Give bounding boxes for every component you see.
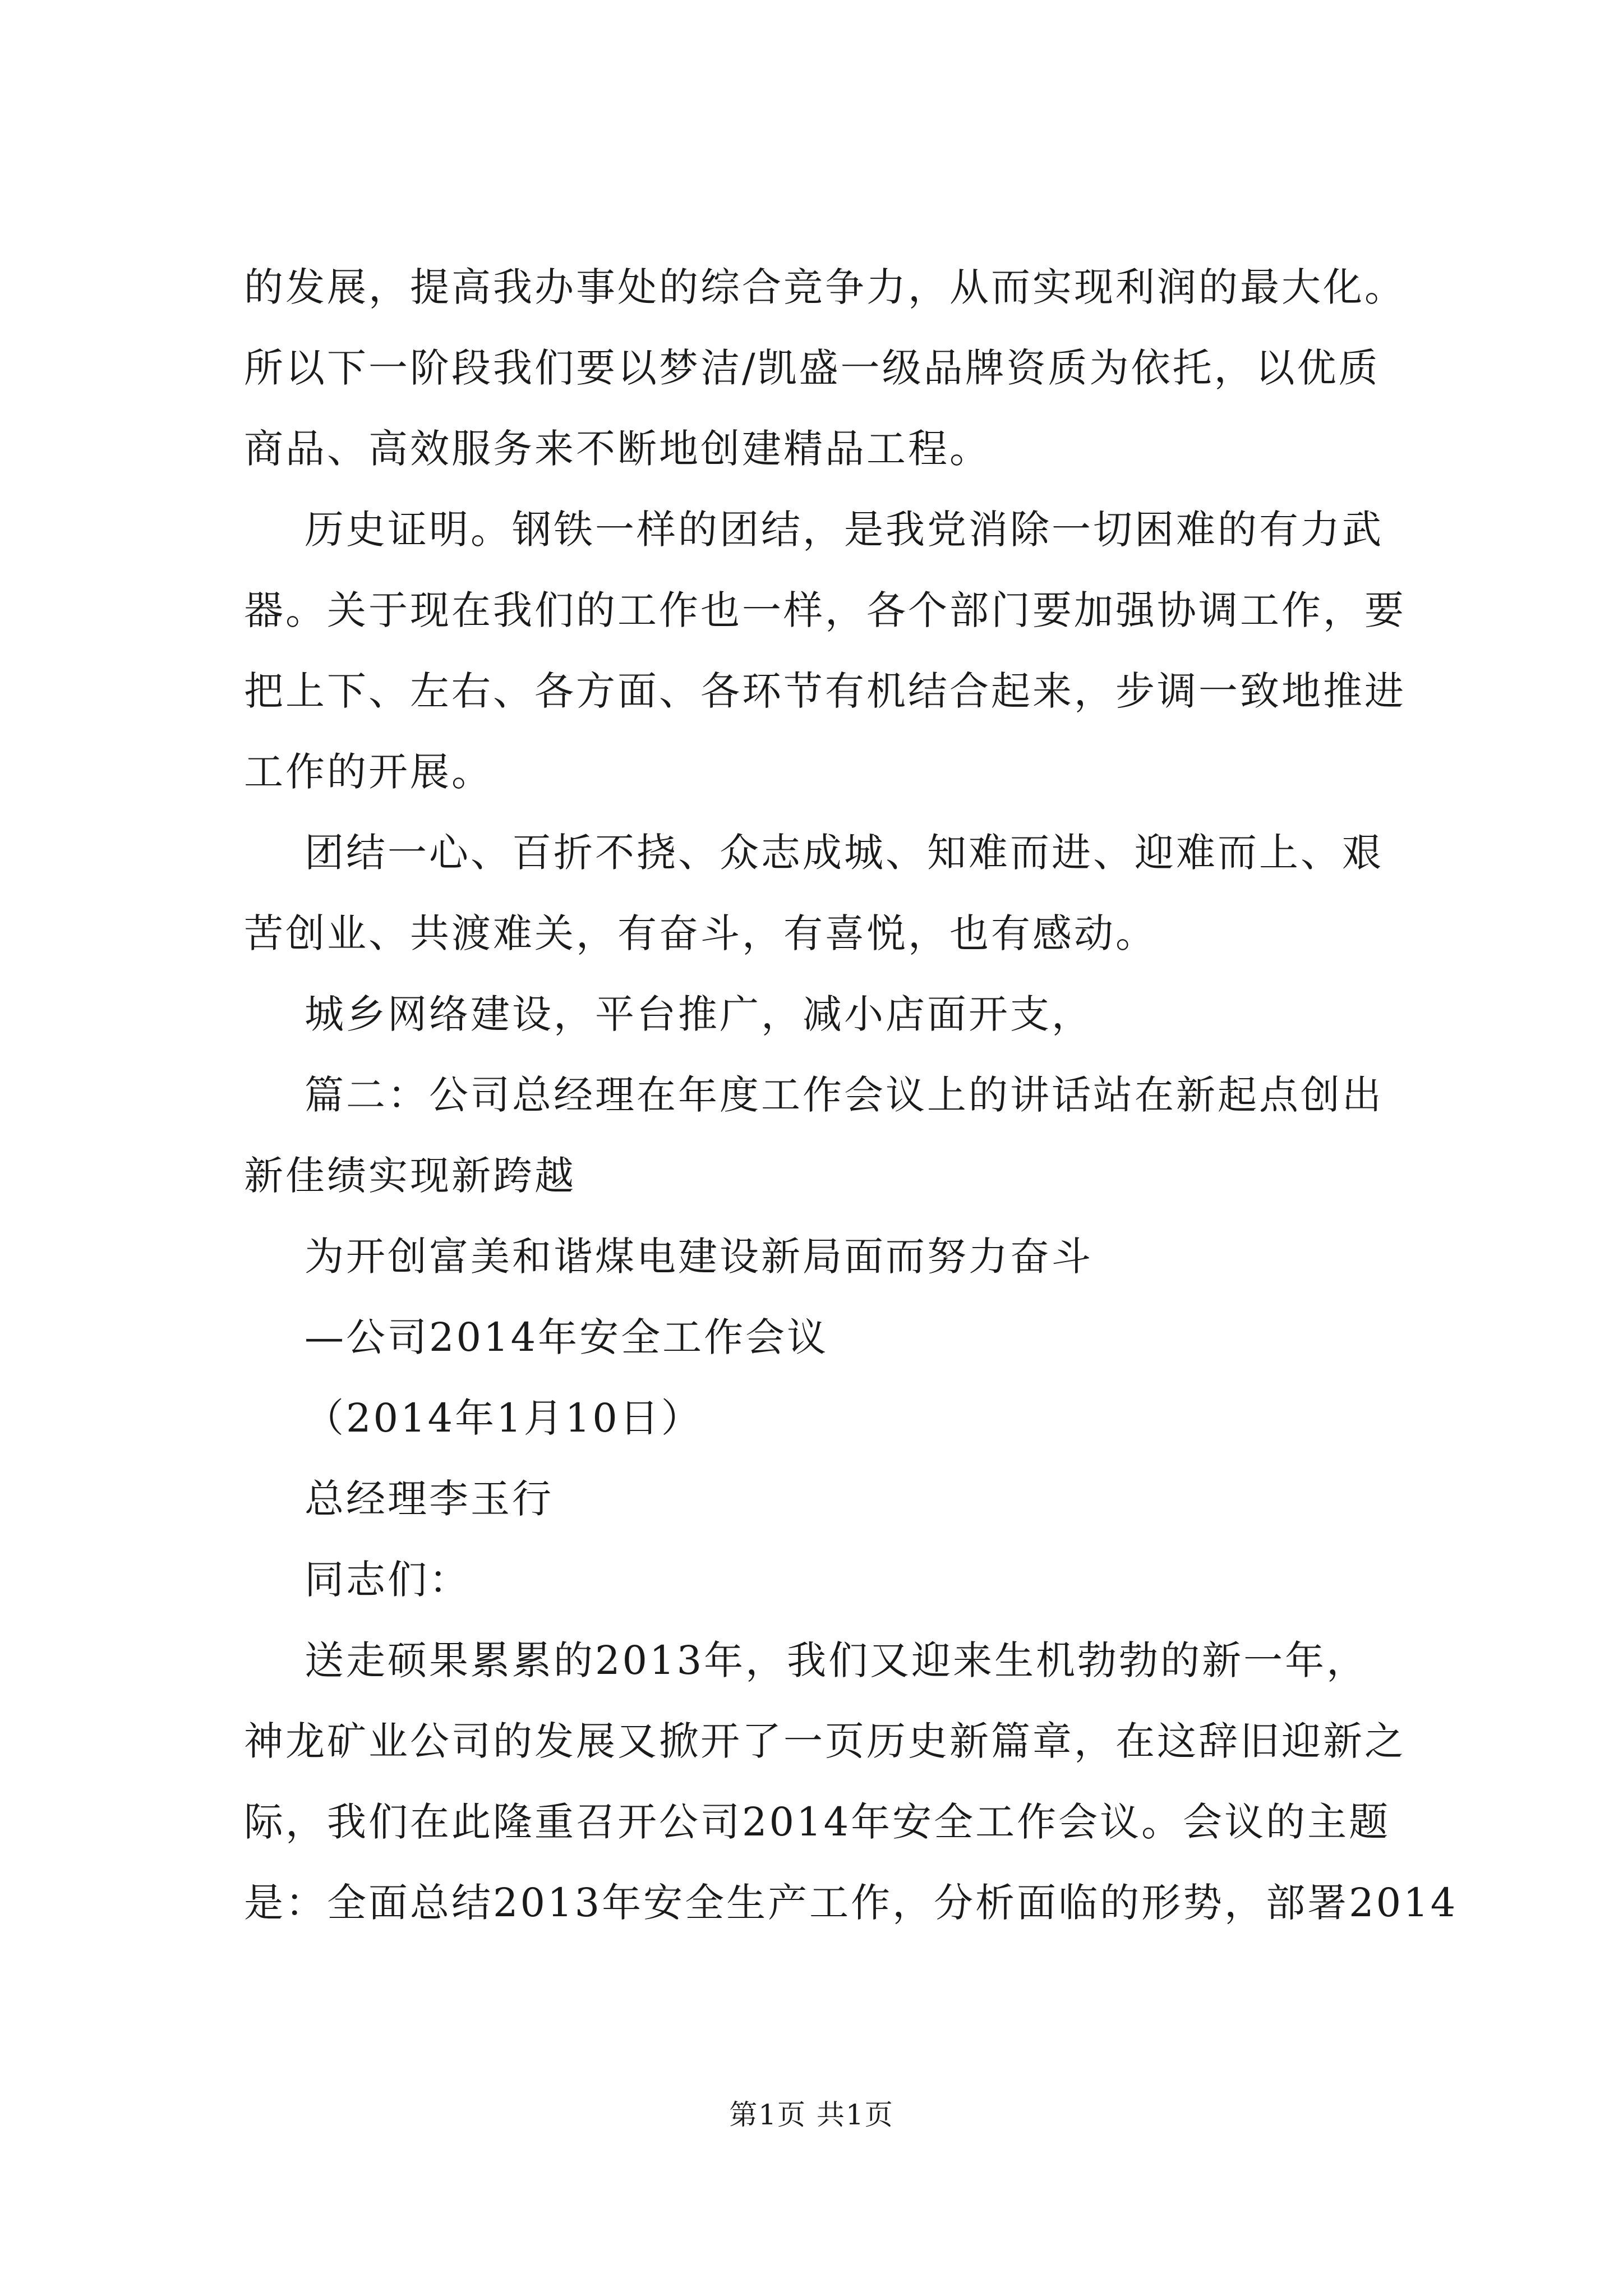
text-line: 际，我们在此隆重召开公司2014年安全工作会议。会议的主题 [244, 1799, 1391, 1845]
text-line: 的发展，提高我办事处的综合竞争力，从而实现利润的最大化。 [244, 264, 1406, 310]
page-footer [0, 2098, 1623, 2132]
page-number-label: 第1页 共1页 [729, 2099, 894, 2131]
text-line: 苦创业、共渡难关，有奋斗，有喜悦，也有感动。 [244, 910, 1157, 956]
speech-title: 为开创富美和谐煤电建设新局面而努力奋斗 [305, 1234, 1093, 1280]
text-line: 工作的开展。 [244, 749, 493, 795]
text-line: 商品、高效服务来不断地创建精品工程。 [244, 426, 991, 472]
text-line: 把上下、左右、各方面、各环节有机结合起来，步调一致地推进 [244, 668, 1406, 714]
text-line: 器。关于现在我们的工作也一样，各个部门要加强协调工作，要 [244, 587, 1406, 633]
paragraph-start-line: 团结一心、百折不挠、众志成城、知难而进、迎难而上、艰 [305, 830, 1384, 876]
paragraph-start-line: 历史证明。钢铁一样的团结，是我党消除一切困难的有力武 [305, 507, 1384, 553]
section-heading-line: 新佳绩实现新跨越 [244, 1153, 576, 1199]
speech-subtitle: —公司2014年安全工作会议 [305, 1314, 829, 1360]
salutation: 同志们： [305, 1557, 471, 1603]
speech-date: （2014年1月10日） [305, 1395, 703, 1441]
paragraph-start-line: 送走硕果累累的2013年，我们又迎来生机勃勃的新一年， [305, 1637, 1368, 1683]
paragraph-start-line: 城乡网络建设，平台推广，减小店面开支， [305, 991, 1093, 1037]
text-line: 神龙矿业公司的发展又掀开了一页历史新篇章，在这辞旧迎新之 [244, 1718, 1406, 1764]
speaker-name: 总经理李玉行 [305, 1476, 554, 1522]
document-body [244, 247, 1458, 1943]
text-line: 所以下一阶段我们要以梦洁/凯盛一级品牌资质为依托，以优质 [244, 345, 1380, 391]
section-heading-line: 篇二：公司总经理在年度工作会议上的讲话站在新起点创出 [305, 1072, 1384, 1118]
text-line: 是：全面总结2013年安全生产工作，分析面临的形势，部署2014 [244, 1880, 1458, 1926]
